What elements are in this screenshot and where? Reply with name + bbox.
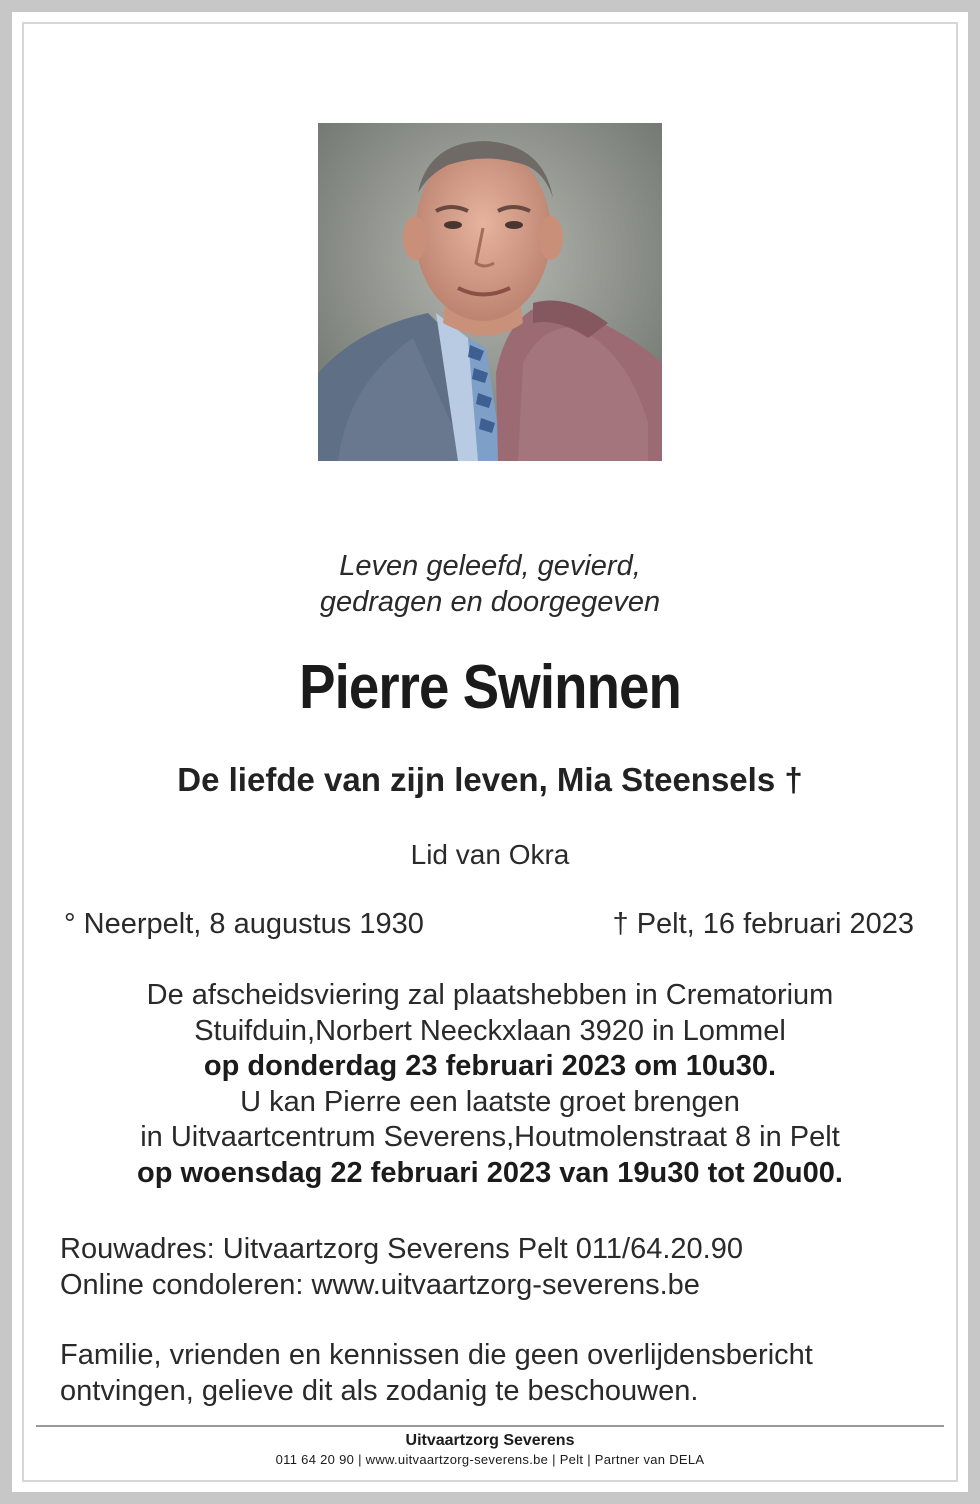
portrait-illustration: [318, 123, 662, 461]
motto-line-1: Leven geleefd, gevierd,: [339, 550, 641, 582]
birth-info: ° Neerpelt, 8 augustus 1930: [64, 908, 424, 940]
visitation-line-1: U kan Pierre een laatste groet brengen: [240, 1085, 740, 1118]
mourning-address: Rouwadres: Uitvaartzorg Severens Pelt 011/64.20.90: [60, 1233, 743, 1265]
membership: Lid van Okra: [410, 839, 570, 870]
ceremony-line-2: Stuifduin,Norbert Neeckxlaan 3920 in Lommel: [194, 1014, 786, 1047]
notice-line-1: Familie, vrienden en kennissen die geen overlijdensbericht: [60, 1339, 813, 1371]
contact-info: [60, 1232, 743, 1303]
ceremony-date: op donderdag 23 februari 2023 om 10u30.: [203, 1050, 777, 1082]
death-info: † Pelt, 16 februari 2023: [612, 908, 914, 940]
motto: [0, 548, 980, 620]
motto-line-2: gedragen en doorgegeven: [319, 586, 661, 618]
partner-line: De liefde van zijn leven, Mia Steensels †: [177, 761, 803, 798]
footer-divider: [36, 1425, 944, 1427]
deceased-name: Pierre Swinnen: [299, 653, 681, 722]
ceremony-line-1: De afscheidsviering zal plaatshebben in Crematorium: [146, 979, 834, 1011]
footer-details: 011 64 20 90 | www.uitvaartzorg-severens.be | Pelt | Partner van DELA: [275, 1452, 705, 1467]
visitation-date: op woensdag 22 februari 2023 van 19u30 tot 20u00.: [137, 1156, 843, 1189]
notice-line-2: ontvingen, gelieve dit als zodanig te beschouwen.: [60, 1374, 699, 1407]
notice: [60, 1338, 813, 1409]
visitation-line-2: in Uitvaartcentrum Severens,Houtmolenstraat 8 in Pelt: [140, 1121, 840, 1153]
portrait-photo: [318, 123, 662, 461]
online-condolence: Online condoleren: www.uitvaartzorg-severens.be: [60, 1268, 700, 1301]
ceremony-details: [0, 978, 980, 1191]
footer-company: Uitvaartzorg Severens: [405, 1432, 575, 1449]
